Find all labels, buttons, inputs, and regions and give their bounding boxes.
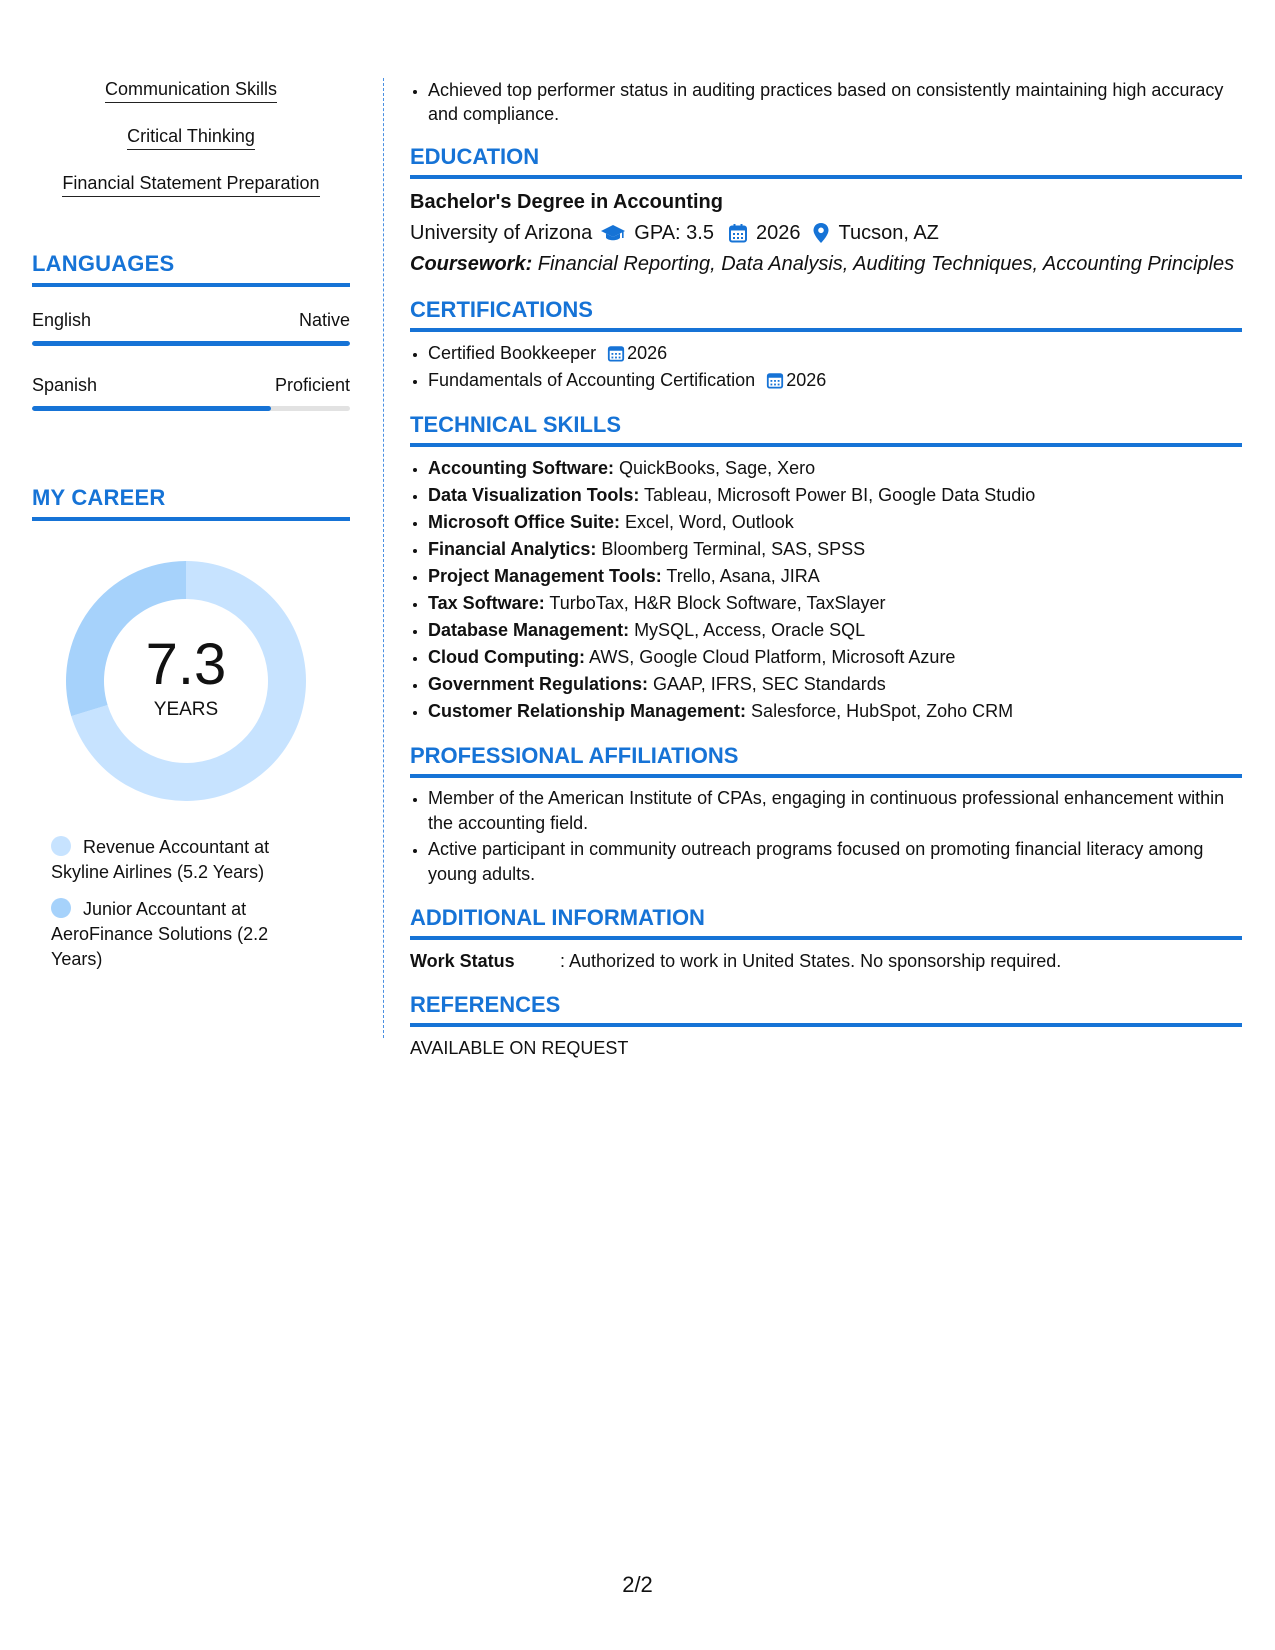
technical-skill-item: • Customer Relationship Management: Salesforce, HubSpot, Zoho CRM [428, 698, 1242, 725]
legend-dot-icon [51, 898, 71, 918]
technical-skill-item: • Government Regulations: GAAP, IFRS, SEC Standards [428, 671, 1242, 698]
technical-skills-list [410, 455, 1242, 725]
graduation-year: 2026 [755, 222, 801, 244]
experience-bullet: • Achieved top performer status in auditing practices based on consistently maintaining high accuracy and compliance. [428, 78, 1242, 126]
technical-skill-item: • Database Management: MySQL, Access, Oracle SQL [428, 617, 1242, 644]
location-pin-icon [812, 222, 830, 244]
gpa: GPA: 3.5 [634, 222, 714, 244]
work-status-label: Work Status [410, 951, 515, 971]
languages-heading: LANGUAGES [32, 251, 350, 287]
technical-skill-item: • Data Visualization Tools: Tableau, Microsoft Power BI, Google Data Studio [428, 482, 1242, 509]
career-legend-label: Junior Accountant at AeroFinance Solutions (2.2 Years) [51, 899, 269, 969]
coursework-list: Financial Reporting, Data Analysis, Auditing Techniques, Accounting Principles [532, 253, 1235, 275]
career-legend [51, 835, 301, 972]
technical-skill-item: • Project Management Tools: Trello, Asana, JIRA [428, 563, 1242, 590]
technical-skills-heading: TECHNICAL SKILLS [410, 412, 1242, 447]
experience-bullets [410, 78, 1242, 126]
certifications-heading: CERTIFICATIONS [410, 297, 1242, 332]
language-item [32, 374, 350, 411]
certification-item [428, 367, 1242, 394]
additional-info-heading: ADDITIONAL INFORMATION [410, 905, 1242, 940]
right-column [410, 78, 1242, 1061]
language-level: Proficient [274, 375, 350, 395]
technical-skill-item: • Financial Analytics: Bloomberg Terminal, SAS, SPSS [428, 536, 1242, 563]
language-name: Spanish [32, 375, 98, 395]
career-heading: MY CAREER [32, 485, 350, 521]
career-legend-item [51, 835, 301, 885]
affiliation-item: • Member of the American Institute of CPAs, engaging in continuous professional enhancement within the accounting field. [428, 786, 1242, 836]
language-item [32, 309, 350, 346]
technical-skill-item: • Cloud Computing: AWS, Google Cloud Platform, Microsoft Azure [428, 644, 1242, 671]
affiliation-item: • Active participant in community outreach programs focused on promoting financial literacy among young adults. [428, 837, 1242, 887]
certification-year: 2026 [786, 370, 827, 390]
career-legend-item [51, 897, 301, 972]
coursework [410, 249, 1242, 279]
coursework-label: Coursework: [410, 253, 533, 275]
certification-year: 2026 [627, 343, 668, 363]
skill-item: Communication Skills [105, 78, 277, 103]
degree-title: Bachelor's Degree in Accounting [410, 191, 723, 213]
graduation-cap-icon [600, 223, 626, 243]
certifications-list [410, 340, 1242, 394]
technical-skill-item: • Tax Software: TurboTax, H&R Block Software, TaxSlayer [428, 590, 1242, 617]
career-unit: YEARS [153, 699, 219, 720]
language-bar [32, 341, 350, 346]
certification-name: Fundamentals of Accounting Certification [428, 370, 756, 390]
legend-dot-icon [51, 836, 71, 856]
language-level: Native [298, 310, 350, 330]
skill-item: Financial Statement Preparation [62, 172, 319, 197]
technical-skill-item: • Microsoft Office Suite: Excel, Word, Outlook [428, 509, 1242, 536]
career-total-years: 7.3 [145, 632, 227, 697]
references-heading: REFERENCES [410, 992, 1242, 1027]
work-status-row [410, 948, 1242, 974]
career-donut-chart [66, 561, 306, 801]
affiliations-heading: PROFESSIONAL AFFILIATIONS [410, 743, 1242, 778]
school-name: University of Arizona [410, 222, 593, 244]
page-number: 2/2 [622, 1572, 653, 1597]
career-legend-label: Revenue Accountant at Skyline Airlines (5.2 Years) [51, 837, 270, 882]
work-status-value: : Authorized to work in United States. No sponsorship required. [560, 951, 1062, 971]
column-divider [383, 78, 384, 1038]
skill-item: Critical Thinking [127, 125, 255, 150]
left-column [32, 78, 350, 984]
certification-item [428, 340, 1242, 367]
school-location: Tucson, AZ [838, 222, 939, 244]
language-bar-fill [32, 341, 350, 346]
education-details [410, 217, 1242, 249]
references-text: AVAILABLE ON REQUEST [410, 1038, 629, 1058]
calendar-icon [766, 371, 784, 389]
language-bar [32, 406, 350, 411]
technical-skill-item: • Accounting Software: QuickBooks, Sage, Xero [428, 455, 1242, 482]
calendar-icon [607, 344, 625, 362]
calendar-icon [728, 223, 748, 243]
language-bar-fill [32, 406, 271, 411]
language-name: English [32, 310, 92, 330]
certification-name: Certified Bookkeeper [428, 343, 597, 363]
affiliations-list [410, 786, 1242, 887]
soft-skills-list [32, 78, 350, 219]
education-heading: EDUCATION [410, 144, 1242, 179]
